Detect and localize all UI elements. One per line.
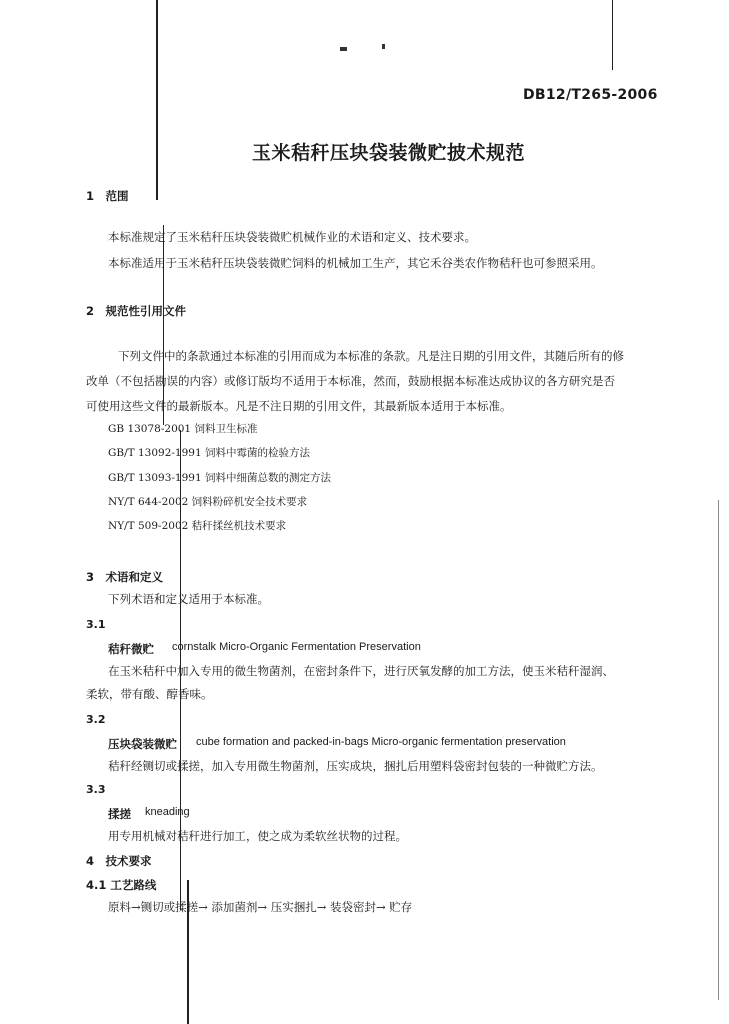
section-3-intro: 下列术语和定义适用于本标准。 xyxy=(108,592,269,606)
term-number: 3.2 xyxy=(86,713,106,726)
term-definition: 柔软，带有酸、醇香味。 xyxy=(86,687,213,701)
scan-artifact-line xyxy=(612,0,613,70)
scan-artifact-dot xyxy=(382,44,385,49)
section-2-paragraph-line: 改单（不包括勘误的内容）或修订版均不适用于本标准，然而，鼓励根据本标准达成协议的各方研究是否 xyxy=(86,374,615,388)
reference-item: GB 13078-2001 饲料卫生标准 xyxy=(108,423,258,435)
term-name: 揉搓 xyxy=(108,807,131,821)
document-title: 玉米秸秆压块袋装微贮披术规范 xyxy=(252,142,526,164)
term-number: 3.3 xyxy=(86,783,106,796)
term-name: 压块袋装微贮 xyxy=(108,737,177,751)
term-english: cube formation and packed-in-bags Micro-organic fermentation preservation xyxy=(196,736,566,748)
scan-artifact-dot xyxy=(340,47,347,51)
section-1-heading: 1 范围 xyxy=(86,189,129,203)
section-2-paragraph-line: 可使用这些文件的最新版本。凡是不注日期的引用文件，其最新版本适用于本标准。 xyxy=(86,399,512,413)
reference-item: NY/T 509-2002 秸秆揉丝机技术要求 xyxy=(108,520,287,532)
term-name: 秸秆微贮 xyxy=(108,642,154,656)
reference-item: NY/T 644-2002 饲料粉碎机安全技术要求 xyxy=(108,496,308,508)
section-2-paragraph-line: 下列文件中的条款通过本标准的引用而成为本标准的条款。凡是注日期的引用文件，其随后所有的修 xyxy=(118,349,624,363)
section-1-paragraph: 本标准适用于玉米秸秆压块袋装微贮饲料的机械加工生产，其它禾谷类农作物秸秆也可参照采用。 xyxy=(108,256,603,270)
scan-artifact-line xyxy=(156,0,158,200)
reference-item: GB/T 13093-1991 饲料中细菌总数的测定方法 xyxy=(108,472,331,484)
term-english: kneading xyxy=(145,806,190,818)
section-4-1-heading: 4.1 工艺路线 xyxy=(86,878,157,892)
term-definition: 用专用机械对秸秆进行加工，使之成为柔软丝状物的过程。 xyxy=(108,829,407,843)
term-number: 3.1 xyxy=(86,618,106,631)
section-4-heading: 4 技术要求 xyxy=(86,854,152,868)
process-route: 原料→铡切或揉搓→ 添加菌剂→ 压实捆扎→ 装袋密封→ 贮存 xyxy=(108,900,413,914)
section-2-heading: 2 规范性引用文件 xyxy=(86,304,187,318)
section-1-paragraph: 本标准规定了玉米秸秆压块袋装微贮机械作业的术语和定义、技术要求。 xyxy=(108,230,476,244)
standard-code: DB12/T265-2006 xyxy=(523,87,658,103)
reference-item: GB/T 13092-1991 饲料中霉菌的检验方法 xyxy=(108,447,310,459)
scan-artifact-line xyxy=(718,500,719,1000)
term-definition: 在玉米秸秆中加入专用的微生物菌剂，在密封条件下，进行厌氧发酵的加工方法，使玉米秸秆湿润、 xyxy=(108,664,614,678)
scan-artifact-line xyxy=(163,225,164,425)
term-english: cornstalk Micro-Organic Fermentation Preservation xyxy=(172,641,421,653)
section-3-heading: 3 术语和定义 xyxy=(86,570,164,584)
term-definition: 秸秆经铡切或揉搓，加入专用微生物菌剂，压实成块，捆扎后用塑料袋密封包装的一种微贮方法。 xyxy=(108,759,603,773)
